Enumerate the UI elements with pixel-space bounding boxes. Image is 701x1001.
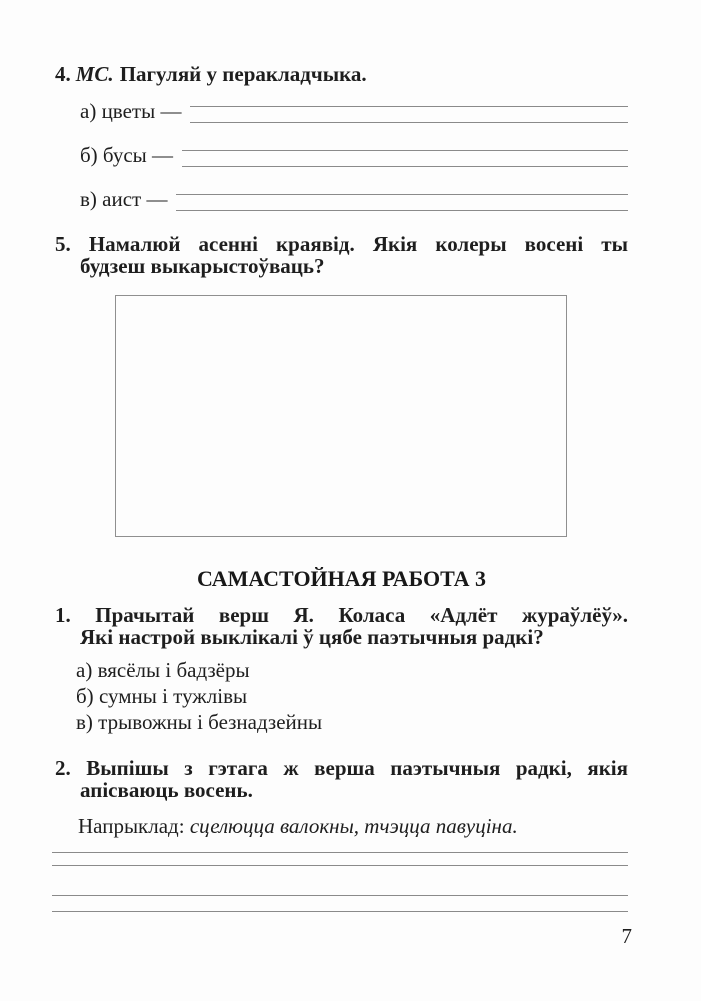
translate-item-b-label: б) бусы —	[80, 143, 173, 167]
answer-blank[interactable]	[182, 143, 628, 187]
task4-title: Пагуляй у перакладчыка.	[119, 62, 367, 86]
task1-line1: Прачытай верш Я. Коласа «Адлёт жураўлёў».	[95, 603, 628, 627]
option-a[interactable]	[76, 657, 628, 683]
task4-number: 4.	[55, 62, 71, 86]
drawing-box[interactable]	[115, 295, 567, 537]
option-c-text: трывожны і безнадзейны	[98, 710, 323, 734]
task5-line1: Намалюй асенні краявід. Якія колеры восені ты	[88, 232, 629, 256]
translate-item-a	[80, 99, 628, 143]
task5-line2: будзеш выкарыстоўваць?	[80, 254, 325, 278]
task4-tag: МС.	[75, 62, 114, 86]
task4-items	[80, 99, 628, 231]
writing-line[interactable]	[52, 911, 628, 912]
translate-item-b	[80, 143, 628, 187]
task1-heading	[55, 604, 628, 648]
task5-heading	[55, 233, 628, 277]
example-text: сцелюцца валокны, тчэцца павуціна.	[189, 814, 518, 838]
task2-heading	[55, 757, 628, 801]
task2-example	[78, 814, 628, 838]
option-a-text: вясёлы і бадзёры	[97, 658, 250, 682]
task1-number: 1.	[55, 603, 71, 627]
task2-number: 2.	[55, 756, 71, 780]
option-a-letter: а)	[76, 658, 93, 682]
example-label: Напрыклад:	[78, 814, 185, 838]
task1-options	[76, 657, 628, 735]
answer-blank[interactable]	[190, 99, 628, 143]
task2-line2: апісваюць восень.	[80, 778, 253, 802]
task2-line1: Выпішы з гэтага ж верша паэтычныя радкі, якія	[86, 756, 628, 780]
task4-heading	[55, 63, 628, 85]
writing-line[interactable]	[52, 865, 628, 866]
task1-line2: Які настрой выклікалі ў цябе паэтычныя радкі?	[80, 625, 544, 649]
writing-line[interactable]	[52, 895, 628, 896]
translate-item-c	[80, 187, 628, 231]
answer-blank[interactable]	[176, 187, 628, 231]
task5-number: 5.	[55, 232, 71, 256]
translate-item-a-label: а) цветы —	[80, 99, 182, 123]
option-b[interactable]	[76, 683, 628, 709]
page-number: 7	[621, 924, 632, 948]
translate-item-c-label: в) аист —	[80, 187, 168, 211]
option-b-letter: б)	[76, 684, 94, 708]
section-title: САМАСТОЙНАЯ РАБОТА 3	[196, 566, 487, 591]
option-b-text: сумны і тужлівы	[98, 684, 248, 708]
writing-line[interactable]	[52, 852, 628, 853]
option-c-letter: в)	[76, 710, 93, 734]
option-c[interactable]	[76, 709, 628, 735]
